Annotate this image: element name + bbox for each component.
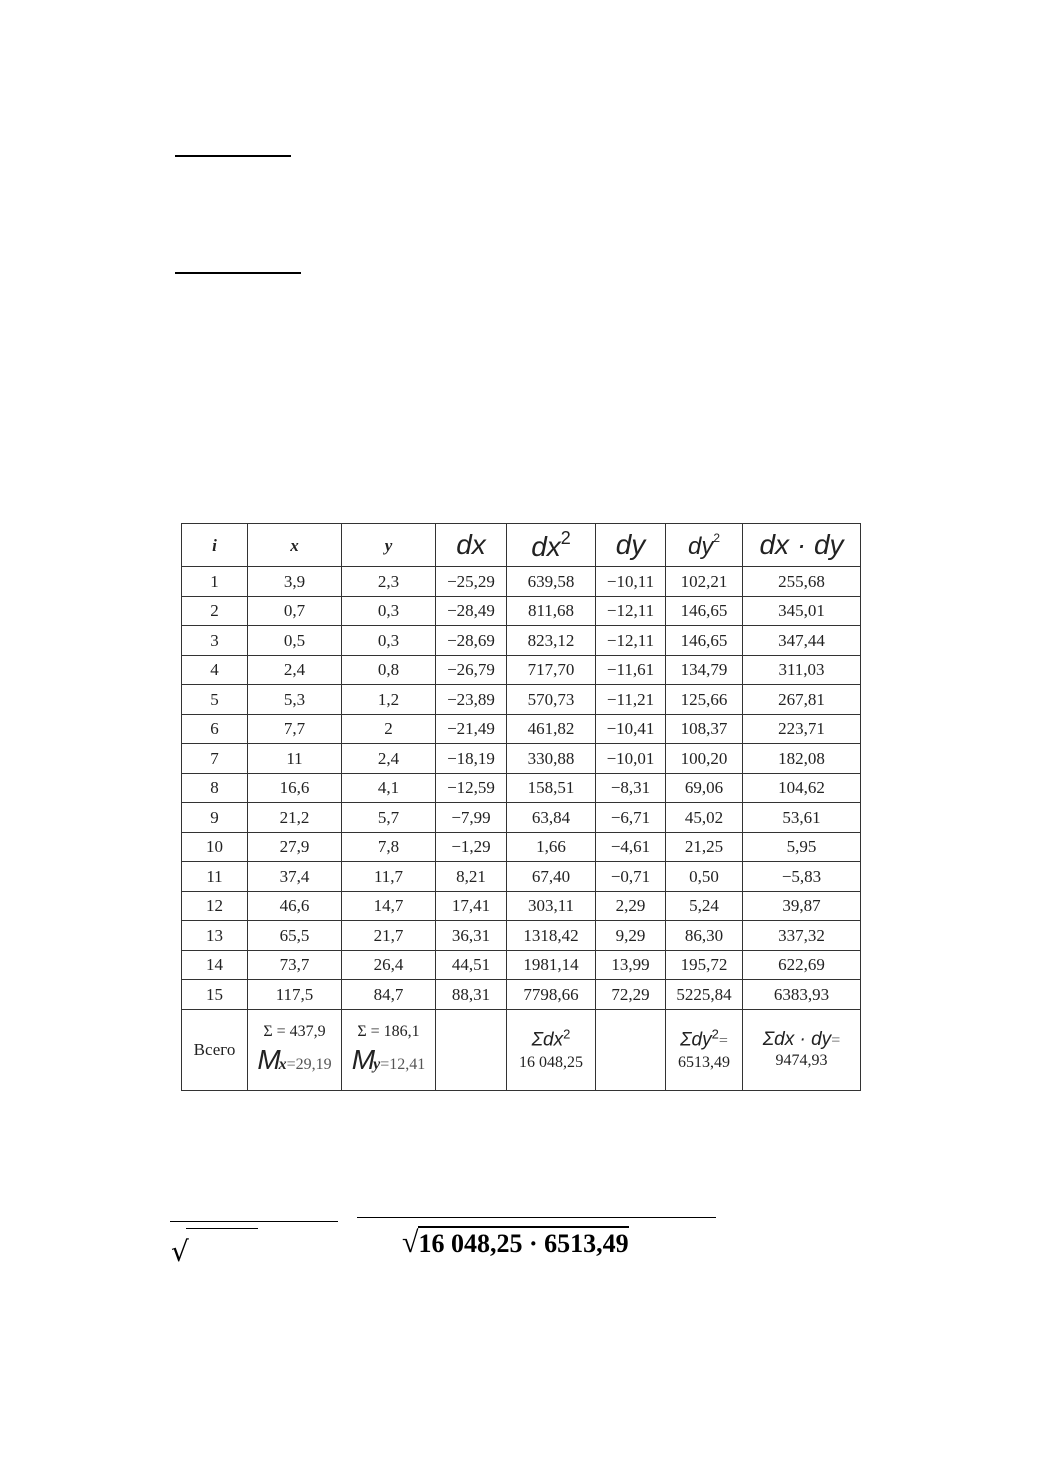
table-cell: 73,7: [248, 950, 342, 980]
table-cell: 11: [182, 862, 248, 892]
fraction-bar-left: [170, 1221, 338, 1222]
table-cell: 13,99: [596, 950, 666, 980]
table-cell: 461,82: [507, 714, 596, 744]
table-totals-row: [182, 1009, 861, 1090]
header-dx-times-dy: dx · dy: [743, 524, 861, 567]
table-cell: 6: [182, 714, 248, 744]
table-cell: 117,5: [248, 980, 342, 1010]
table-cell: 0,5: [248, 626, 342, 656]
table-row: [182, 862, 861, 892]
table-cell: 570,73: [507, 685, 596, 715]
sqrt-vinculum-left: [186, 1228, 258, 1229]
table-cell: −5,83: [743, 862, 861, 892]
table-cell: 108,37: [666, 714, 743, 744]
table-cell: 86,30: [666, 921, 743, 951]
table-cell: 104,62: [743, 773, 861, 803]
table-cell: −6,71: [596, 803, 666, 833]
table-cell: −8,31: [596, 773, 666, 803]
table-cell: 15: [182, 980, 248, 1010]
table-row: [182, 685, 861, 715]
table-cell: 622,69: [743, 950, 861, 980]
table-cell: 16,6: [248, 773, 342, 803]
table-cell: 4,1: [342, 773, 436, 803]
table-cell: −11,61: [596, 655, 666, 685]
table-cell: 45,02: [666, 803, 743, 833]
table-cell: 102,21: [666, 567, 743, 597]
table-cell: 0,3: [342, 596, 436, 626]
underline-rule-2: [175, 272, 301, 274]
table-cell: 823,12: [507, 626, 596, 656]
table-row: [182, 773, 861, 803]
table-cell: −12,59: [436, 773, 507, 803]
table-cell: −1,29: [436, 832, 507, 862]
table-cell: 3,9: [248, 567, 342, 597]
table-cell: 5225,84: [666, 980, 743, 1010]
table-cell: −12,11: [596, 596, 666, 626]
table-cell: 27,9: [248, 832, 342, 862]
table-cell: −10,01: [596, 744, 666, 774]
table-cell: 5: [182, 685, 248, 715]
table-cell: 46,6: [248, 891, 342, 921]
table-cell: 7798,66: [507, 980, 596, 1010]
table-cell: 0,7: [248, 596, 342, 626]
table-cell: 14,7: [342, 891, 436, 921]
table-cell: 39,87: [743, 891, 861, 921]
table-cell: −25,29: [436, 567, 507, 597]
table-cell: 13: [182, 921, 248, 951]
table-row: [182, 567, 861, 597]
totals-dy-empty: [596, 1009, 666, 1090]
table-row: [182, 803, 861, 833]
table-cell: 10: [182, 832, 248, 862]
table-cell: 21,7: [342, 921, 436, 951]
table-cell: 7: [182, 744, 248, 774]
totals-y: Σ = 186,1 My=12,41: [342, 1009, 436, 1090]
table-cell: 11,7: [342, 862, 436, 892]
table-cell: −4,61: [596, 832, 666, 862]
table-cell: 2,3: [342, 567, 436, 597]
table-cell: −11,21: [596, 685, 666, 715]
table-cell: −26,79: [436, 655, 507, 685]
table-row: [182, 891, 861, 921]
table-cell: 67,40: [507, 862, 596, 892]
table-row: [182, 832, 861, 862]
table-cell: 1,2: [342, 685, 436, 715]
table-cell: 2,4: [342, 744, 436, 774]
table-cell: 0,8: [342, 655, 436, 685]
table-row: [182, 626, 861, 656]
table-cell: 2,29: [596, 891, 666, 921]
table-cell: 1318,42: [507, 921, 596, 951]
table-cell: 100,20: [666, 744, 743, 774]
table-cell: −28,49: [436, 596, 507, 626]
table-row: [182, 714, 861, 744]
table-cell: 134,79: [666, 655, 743, 685]
radicand: 16 048,25 · 6513,49: [418, 1226, 628, 1258]
table-cell: 9: [182, 803, 248, 833]
table-header-row: [182, 524, 861, 567]
table-cell: 7,8: [342, 832, 436, 862]
table-cell: 1: [182, 567, 248, 597]
table-cell: 1981,14: [507, 950, 596, 980]
table-cell: 8: [182, 773, 248, 803]
table-cell: 255,68: [743, 567, 861, 597]
table-cell: 158,51: [507, 773, 596, 803]
table-cell: 3: [182, 626, 248, 656]
table-cell: 4: [182, 655, 248, 685]
table-cell: −0,71: [596, 862, 666, 892]
table-cell: 12: [182, 891, 248, 921]
table-cell: 26,4: [342, 950, 436, 980]
table-cell: 5,24: [666, 891, 743, 921]
table-cell: 44,51: [436, 950, 507, 980]
table-cell: −21,49: [436, 714, 507, 744]
table-cell: 345,01: [743, 596, 861, 626]
table-cell: −10,41: [596, 714, 666, 744]
header-dy: dy: [596, 524, 666, 567]
table-cell: −12,11: [596, 626, 666, 656]
header-dx-squared: $dx^2$: [507, 524, 596, 567]
table-cell: 146,65: [666, 626, 743, 656]
header-dx: dx: [436, 524, 507, 567]
table-cell: 72,29: [596, 980, 666, 1010]
table-cell: 37,4: [248, 862, 342, 892]
table-cell: 2: [342, 714, 436, 744]
table-row: [182, 744, 861, 774]
underline-rule-1: [175, 155, 291, 157]
table-cell: 17,41: [436, 891, 507, 921]
table-row: [182, 655, 861, 685]
totals-label: Всего: [182, 1009, 248, 1090]
table-cell: 63,84: [507, 803, 596, 833]
table-cell: 88,31: [436, 980, 507, 1010]
table-cell: 11: [248, 744, 342, 774]
table-cell: 9,29: [596, 921, 666, 951]
totals-dx-squared: Σdx$^2$ 16 048,25: [507, 1009, 596, 1090]
table-cell: 182,08: [743, 744, 861, 774]
header-y: y: [342, 524, 436, 567]
table-cell: 5,3: [248, 685, 342, 715]
table-cell: 5,95: [743, 832, 861, 862]
table-cell: −18,19: [436, 744, 507, 774]
table-cell: 0,50: [666, 862, 743, 892]
table-cell: −10,11: [596, 567, 666, 597]
table-cell: 303,11: [507, 891, 596, 921]
table-cell: −7,99: [436, 803, 507, 833]
table-cell: 65,5: [248, 921, 342, 951]
table-cell: 36,31: [436, 921, 507, 951]
table-cell: 1,66: [507, 832, 596, 862]
table-cell: 14: [182, 950, 248, 980]
table-cell: 717,70: [507, 655, 596, 685]
table-cell: −28,69: [436, 626, 507, 656]
table-cell: 84,7: [342, 980, 436, 1010]
table-cell: 811,68: [507, 596, 596, 626]
totals-dx-times-dy: Σdx · dy= 9474,93: [743, 1009, 861, 1090]
sqrt-sign-right: √: [402, 1226, 419, 1259]
table-cell: 53,61: [743, 803, 861, 833]
table-cell: 311,03: [743, 655, 861, 685]
table-cell: 347,44: [743, 626, 861, 656]
totals-dy-squared: Σdy$^2$= 6513,49: [666, 1009, 743, 1090]
totals-dx-empty: [436, 1009, 507, 1090]
deviation-table: [181, 523, 861, 1091]
table-row: [182, 950, 861, 980]
sqrt-sign-left: √: [171, 1235, 189, 1268]
table-cell: 7,7: [248, 714, 342, 744]
table-row: [182, 980, 861, 1010]
table-cell: −23,89: [436, 685, 507, 715]
table-cell: 125,66: [666, 685, 743, 715]
table-cell: 0,3: [342, 626, 436, 656]
header-dy-squared: $dy^2$: [666, 524, 743, 567]
table-cell: 6383,93: [743, 980, 861, 1010]
table-cell: 2: [182, 596, 248, 626]
header-i: i: [182, 524, 248, 567]
table-cell: 330,88: [507, 744, 596, 774]
table-row: [182, 921, 861, 951]
table-cell: 8,21: [436, 862, 507, 892]
table-cell: 146,65: [666, 596, 743, 626]
table-cell: 69,06: [666, 773, 743, 803]
sqrt-expression: [402, 1228, 629, 1258]
table-cell: 2,4: [248, 655, 342, 685]
totals-x: Σ = 437,9 Mx=29,19: [248, 1009, 342, 1090]
table-cell: 21,25: [666, 832, 743, 862]
table-cell: 337,32: [743, 921, 861, 951]
table-cell: 21,2: [248, 803, 342, 833]
table-cell: 195,72: [666, 950, 743, 980]
table-cell: 223,71: [743, 714, 861, 744]
table-cell: 267,81: [743, 685, 861, 715]
table-row: [182, 596, 861, 626]
table-cell: 5,7: [342, 803, 436, 833]
header-x: x: [248, 524, 342, 567]
fraction-bar-right: [357, 1217, 716, 1218]
table-cell: 639,58: [507, 567, 596, 597]
